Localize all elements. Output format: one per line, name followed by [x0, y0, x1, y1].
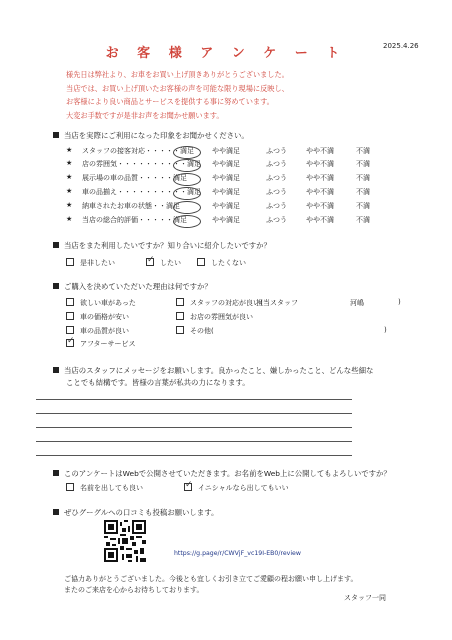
answer-circle-mark — [173, 187, 201, 200]
q2-heading: 当店をまた利用したいですか？知り合いに紹介したいですか？ — [53, 240, 271, 251]
review-url-link[interactable]: https://g.page/r/CWVjF_vc19I-EB0/review — [174, 550, 301, 557]
rating-option[interactable]: ふつう — [266, 174, 287, 182]
square-bullet-icon — [53, 470, 59, 476]
rating-option[interactable]: やや満足 — [212, 174, 240, 182]
intro-line: お客様により良い商品とサービスを提供する事に努めています。 — [66, 97, 274, 107]
checkbox[interactable] — [66, 483, 74, 491]
checkbox-checked[interactable] — [66, 336, 75, 347]
rating-row-label: 展示場の車の品質・・・・・満足 — [82, 174, 187, 182]
checkbox[interactable] — [176, 326, 184, 334]
footer-text: ご協力ありがとうございました。今後とも宜しくお引き立てご愛顧の程お願い申し上げます。 またのご来店を心からお待ちしております。 — [64, 575, 358, 594]
rating-option[interactable]: 不満 — [356, 160, 370, 168]
check-mark-icon: ✓ — [147, 255, 155, 265]
staff-label: 担当スタッフ — [256, 299, 298, 307]
checkbox[interactable] — [66, 258, 74, 266]
rating-option[interactable]: ふつう — [266, 147, 287, 155]
checkbox-checked[interactable] — [184, 480, 193, 491]
square-bullet-icon — [53, 283, 59, 289]
checkbox[interactable] — [66, 312, 74, 320]
date: 2025.4.26 — [383, 42, 419, 50]
q3-option[interactable]: ✓ アフターサービス — [67, 336, 136, 348]
rating-option[interactable]: ふつう — [266, 216, 287, 224]
q1-heading: 当店を実際にご利用になった印象をお聞かせください。 — [53, 130, 249, 141]
message-line — [36, 441, 352, 442]
answer-circle-mark — [173, 159, 201, 172]
rating-option[interactable]: やや満足 — [212, 216, 240, 224]
rating-option[interactable]: やや満足 — [212, 160, 240, 168]
q3-option[interactable]: その他( — [176, 326, 214, 336]
intro-line: 大変お手数ですが是非お声をお聞かせ願います。 — [66, 110, 224, 120]
rating-option[interactable]: 不満 — [356, 147, 370, 155]
rating-row-label: スタッフの接客対応・・・・・満足 — [82, 147, 194, 155]
rating-row-label: 当店の総合的評価・・・・・満足 — [82, 216, 187, 224]
check-mark-icon: ✓ — [185, 480, 193, 490]
square-bullet-icon — [53, 242, 59, 248]
message-line — [36, 427, 352, 428]
checkbox[interactable] — [66, 298, 74, 306]
star-bullet-icon: ★ — [66, 146, 73, 154]
rating-option[interactable]: やや満足 — [212, 202, 240, 210]
square-bullet-icon — [53, 367, 59, 373]
rating-option[interactable]: 不満 — [356, 216, 370, 224]
rating-option[interactable]: やや不満 — [306, 174, 334, 182]
q2-option[interactable]: 是非したい — [66, 258, 115, 268]
square-bullet-icon — [53, 132, 59, 138]
answer-circle-mark — [173, 215, 201, 228]
q3-option[interactable]: スタッフの対応が良い( — [176, 298, 263, 308]
intro-line: 当店では、お買い上げ頂いたお客様の声を可能な限り現場に反映し、 — [66, 83, 289, 93]
rating-option[interactable]: やや不満 — [306, 188, 334, 196]
close-paren: ) — [384, 326, 387, 334]
answer-circle-mark — [173, 201, 201, 214]
star-bullet-icon: ★ — [66, 215, 73, 223]
message-line — [36, 399, 352, 400]
intro-line: 様先日は弊社より、お車をお買い上げ頂きありがとうございました。 — [66, 70, 289, 79]
star-bullet-icon: ★ — [66, 173, 73, 181]
checkbox[interactable] — [176, 298, 184, 306]
rating-row-label: 納車されたお車の状態・・満足 — [82, 202, 180, 210]
signature: スタッフ一同 — [344, 594, 386, 602]
rating-row-label: 店の雰囲気・・・・・・・・・・満足 — [82, 160, 201, 168]
rating-option[interactable]: やや満足 — [212, 188, 240, 196]
q3-option[interactable]: 車の価格が安い — [66, 312, 129, 322]
q3-option[interactable]: 欲しい車があった — [66, 298, 136, 308]
intro-text — [66, 68, 289, 122]
rating-option[interactable]: ふつう — [266, 188, 287, 196]
q5-option[interactable]: 名前を出しても良い — [66, 483, 143, 493]
rating-option[interactable]: やや満足 — [212, 147, 240, 155]
checkbox[interactable] — [66, 326, 74, 334]
star-bullet-icon: ★ — [66, 187, 73, 195]
page-title: お 客 様 ア ン ケ ー ト — [105, 46, 347, 61]
checkbox[interactable] — [197, 258, 205, 266]
star-bullet-icon: ★ — [66, 159, 73, 167]
q3-option[interactable]: お店の雰囲気が良い — [176, 312, 253, 322]
q5-option[interactable]: ✓ イニシャルなら出してもいい — [185, 480, 289, 492]
rating-option[interactable]: やや不満 — [306, 160, 334, 168]
rating-option[interactable]: やや不満 — [306, 216, 334, 224]
rating-option[interactable]: 不満 — [356, 174, 370, 182]
square-bullet-icon — [53, 509, 59, 515]
checkbox[interactable] — [176, 312, 184, 320]
qr-code-icon — [104, 520, 146, 562]
answer-circle-mark — [173, 146, 201, 159]
rating-option[interactable]: ふつう — [266, 160, 287, 168]
message-line — [36, 455, 352, 456]
message-line — [36, 413, 352, 414]
rating-option[interactable]: やや不満 — [306, 147, 334, 155]
close-paren: ) — [398, 298, 401, 306]
check-mark-icon: ✓ — [67, 336, 75, 346]
star-bullet-icon: ★ — [66, 201, 73, 209]
checkbox-checked[interactable] — [146, 255, 155, 266]
rating-row-label: 車の品揃え・・・・・・・・・・満足 — [82, 188, 201, 196]
rating-option[interactable]: 不満 — [356, 188, 370, 196]
q2-option[interactable]: したくない — [197, 258, 246, 268]
staff-name: 河嶋 — [350, 299, 364, 307]
answer-circle-mark — [173, 173, 201, 186]
rating-option[interactable]: ふつう — [266, 202, 287, 210]
q6-heading: ぜひグーグルへの口コミも投稿お願いします。 — [53, 507, 218, 518]
q4-heading: 当店のスタッフにメッセージをお願いします。良かったこと、嫌しかったこと、どんな些細な ことでも結構です。皆様の言葉が私共の力になります。 — [53, 365, 373, 389]
rating-option[interactable]: 不満 — [356, 202, 370, 210]
q5-heading: このアンケートはWebで公開させていただきます。お名前をWeb上に公開してもよろしいですか？ — [53, 468, 391, 479]
q3-option[interactable]: 車の品質が良い — [66, 326, 129, 336]
q3-heading: ご購入を決めていただいた理由は何ですか？ — [53, 281, 212, 292]
rating-option[interactable]: やや不満 — [306, 202, 334, 210]
q2-option[interactable]: ✓ したい — [147, 255, 181, 267]
